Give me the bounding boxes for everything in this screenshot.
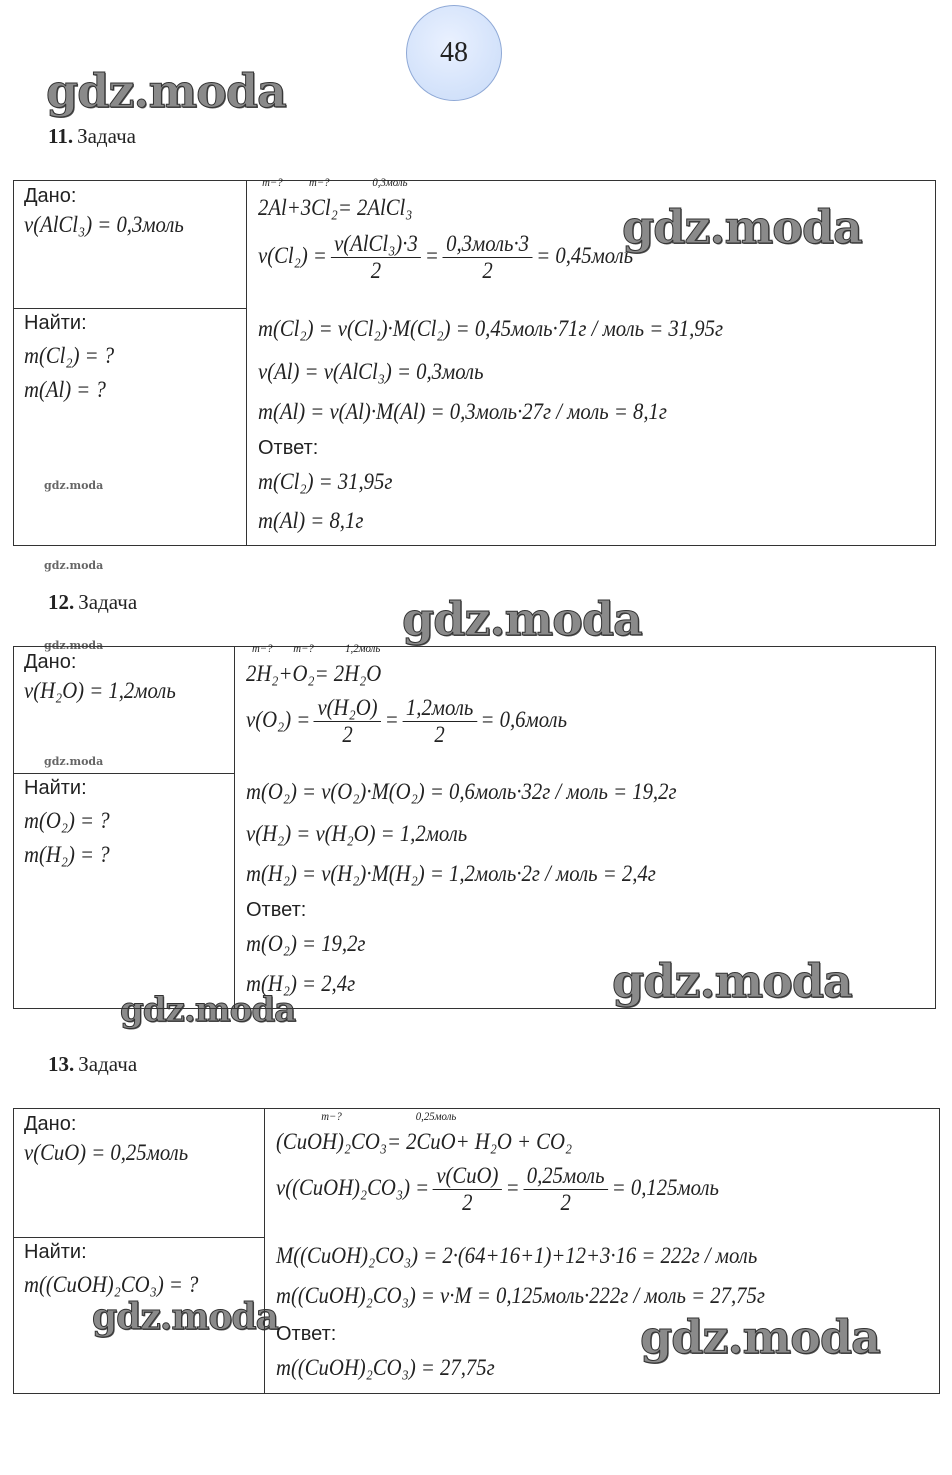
solution (246, 175, 935, 545)
row-divider (14, 773, 234, 774)
equation-term (287, 195, 301, 221)
equation-term (338, 195, 368, 221)
equation-term-text: 3Cl₂ (300, 195, 338, 220)
given-label: Дано: (24, 185, 77, 207)
equation-term (292, 641, 315, 687)
fraction-rhs: = 0,125моль (611, 1174, 719, 1200)
formula-line: m(Cl₂) = ν(Cl₂)·M(Cl₂) = 0,45моль·71г / моль = 31,95г (258, 316, 724, 341)
fraction-line (246, 695, 567, 748)
fraction (402, 695, 477, 748)
equation-term (415, 1109, 457, 1155)
formula-line: m(Al) = ν(Al)·M(Al) = 0,3моль·27г / моль = 8,1г (258, 399, 667, 424)
solution (234, 641, 935, 1008)
given-value: ν(CuO) = 0,25моль (24, 1140, 189, 1165)
equation-annotation: 0,25моль (415, 1109, 457, 1123)
find-label: Найти: (24, 1241, 87, 1263)
numerator: ν(CuO) (433, 1163, 502, 1190)
equation-term (258, 175, 287, 221)
solution (264, 1109, 939, 1393)
equation-term-text: 2H₂ (246, 661, 279, 686)
row-divider (14, 308, 246, 309)
equation-annotation: m−? (251, 641, 273, 655)
equation-term-text: = 2 (337, 195, 368, 220)
formula-line: m((CuOH)₂CO₃) = 27,75г (276, 1355, 495, 1380)
formula-line: ν(Al) = ν(AlCl₃) = 0,3моль (258, 359, 484, 384)
equals-sign: = (505, 1174, 520, 1200)
find-value: m(Cl₂) = ? (24, 343, 115, 368)
equation-term-text: = 2 (314, 661, 345, 686)
watermark: gdz.moda (44, 639, 104, 652)
numerator: 1,2моль (402, 695, 477, 722)
page-number: 48 (406, 5, 502, 101)
task-heading (48, 590, 137, 615)
equation-term (246, 641, 279, 687)
find-value: m((CuOH)₂CO₃) = ? (24, 1272, 199, 1297)
fraction (314, 695, 381, 748)
denominator: 2 (560, 1190, 571, 1215)
numerator: ν(AlCl₃)·3 (330, 231, 421, 258)
equation-annotation: m−? (321, 1109, 342, 1123)
find-value: m(O₂) = ? (24, 808, 110, 833)
formula-line: m(H₂) = 2,4г (246, 971, 356, 996)
given-label: Дано: (24, 1113, 77, 1135)
given-value: ν(H₂O) = 1,2моль (24, 678, 176, 703)
answer-label: Ответ: (246, 899, 307, 921)
given-section (24, 651, 193, 704)
find-label: Найти: (24, 312, 87, 334)
equation-annotation: 1,2моль (345, 641, 381, 655)
formula-line: m(H₂) = ν(H₂)·M(H₂) = 1,2моль·2г / моль = 2,4г (246, 861, 656, 886)
equation-term (315, 661, 345, 687)
equation-annotation: m−? (309, 175, 330, 189)
task-title: Задача (78, 590, 138, 614)
equation-term-text: = 2 (386, 1129, 417, 1154)
numerator: ν(H₂O) (314, 695, 381, 722)
fraction (433, 1163, 502, 1216)
task-table (13, 175, 936, 546)
equation-term-text: CuO (416, 1129, 456, 1154)
watermark: gdz.moda (44, 559, 104, 572)
fraction-lhs: ν(Cl₂) = (258, 242, 327, 268)
fraction-rhs: = 0,6моль (480, 706, 568, 732)
formula-line: M((CuOH)₂CO₃) = 2·(64+16+1)+12+3·16 = 222г / моль (276, 1243, 758, 1268)
equation-term-text: + (286, 195, 301, 220)
formula-line: m(Cl₂) = 31,95г (258, 469, 393, 494)
find-section (24, 1241, 218, 1298)
reaction-equation (276, 1109, 573, 1155)
task-title: Задача (78, 1052, 138, 1076)
task-heading (48, 1052, 137, 1077)
equation-term-text: + (278, 661, 293, 686)
watermark: gdz.moda (46, 64, 286, 118)
reaction-equation (258, 175, 413, 221)
fraction-line (276, 1163, 719, 1216)
formula-line: m(O₂) = ν(O₂)·M(O₂) = 0,6моль·32г / моль = 19,2г (246, 779, 677, 804)
watermark: gdz.moda (622, 200, 862, 254)
denominator: 2 (370, 258, 382, 283)
watermark: gdz.moda (92, 1296, 278, 1338)
formula-line: m(O₂) = 19,2г (246, 931, 366, 956)
fraction (523, 1163, 608, 1216)
equals-sign: = (384, 706, 399, 732)
denominator: 2 (462, 1190, 473, 1215)
fraction (443, 231, 533, 284)
numerator: 0,25моль (523, 1163, 608, 1190)
denominator: 2 (482, 258, 493, 283)
equation-term-text: O₂ (292, 661, 315, 686)
fraction (330, 231, 421, 284)
row-divider (14, 1237, 264, 1238)
watermark: gdz.moda (44, 755, 104, 768)
equation-term-text: (CuOH)₂CO₃ (276, 1129, 387, 1154)
fraction-line (258, 231, 633, 284)
formula-line: ν(H₂) = ν(H₂O) = 1,2моль (246, 821, 468, 846)
equation-term (278, 661, 292, 687)
task-number: 11. (48, 124, 74, 148)
answer-label: Ответ: (276, 1323, 337, 1345)
find-value: m(H₂) = ? (24, 842, 110, 867)
formula-line: m((CuOH)₂CO₃) = ν·M = 0,125моль·222г / моль = 27,75г (276, 1283, 765, 1308)
watermark: gdz.moda (640, 1310, 880, 1364)
equation-annotation: m−? (262, 175, 283, 189)
task-number: 12. (48, 590, 75, 614)
denominator: 2 (434, 722, 445, 747)
numerator: 0,3моль·3 (443, 231, 533, 258)
answer-label: Ответ: (258, 437, 319, 459)
equation-term (344, 641, 382, 687)
equation-term (300, 175, 338, 221)
equation-term-text: 2Al (258, 195, 287, 220)
given-section (24, 185, 202, 238)
equation-term-text: H₂O (344, 661, 382, 686)
find-section (24, 777, 119, 868)
find-section (24, 312, 124, 403)
equation-term-text: + H₂O + CO₂ (455, 1129, 573, 1154)
formula-line: m(Al) = 8,1г (258, 508, 364, 533)
given-section (24, 1113, 206, 1166)
equation-term (456, 1129, 573, 1155)
task-number: 13. (48, 1052, 75, 1076)
equals-sign: = (424, 242, 439, 268)
equation-term (387, 1129, 417, 1155)
task-heading (48, 124, 136, 149)
equation-term (276, 1109, 387, 1155)
fraction-lhs: ν((CuOH)₂CO₃) = (276, 1174, 430, 1200)
denominator: 2 (342, 722, 353, 747)
find-label: Найти: (24, 777, 87, 799)
given-label: Дано: (24, 651, 77, 673)
fraction-lhs: ν(O₂) = (246, 706, 311, 732)
equation-term-text: AlCl₃ (367, 195, 413, 220)
watermark: gdz.moda (120, 990, 296, 1030)
watermark: gdz.moda (44, 479, 104, 492)
task-title: Задача (77, 124, 136, 148)
equation-annotation: 0,3моль (372, 175, 408, 189)
reaction-equation (246, 641, 382, 687)
watermark: gdz.moda (402, 592, 642, 646)
fraction-rhs: = 0,45моль (536, 242, 634, 268)
equation-annotation: m−? (293, 641, 314, 655)
task-table (13, 1108, 940, 1394)
equation-term (367, 175, 413, 221)
find-value: m(Al) = ? (24, 377, 106, 402)
given-value: ν(AlCl₃) = 0,3моль (24, 212, 184, 237)
watermark: gdz.moda (612, 954, 852, 1008)
